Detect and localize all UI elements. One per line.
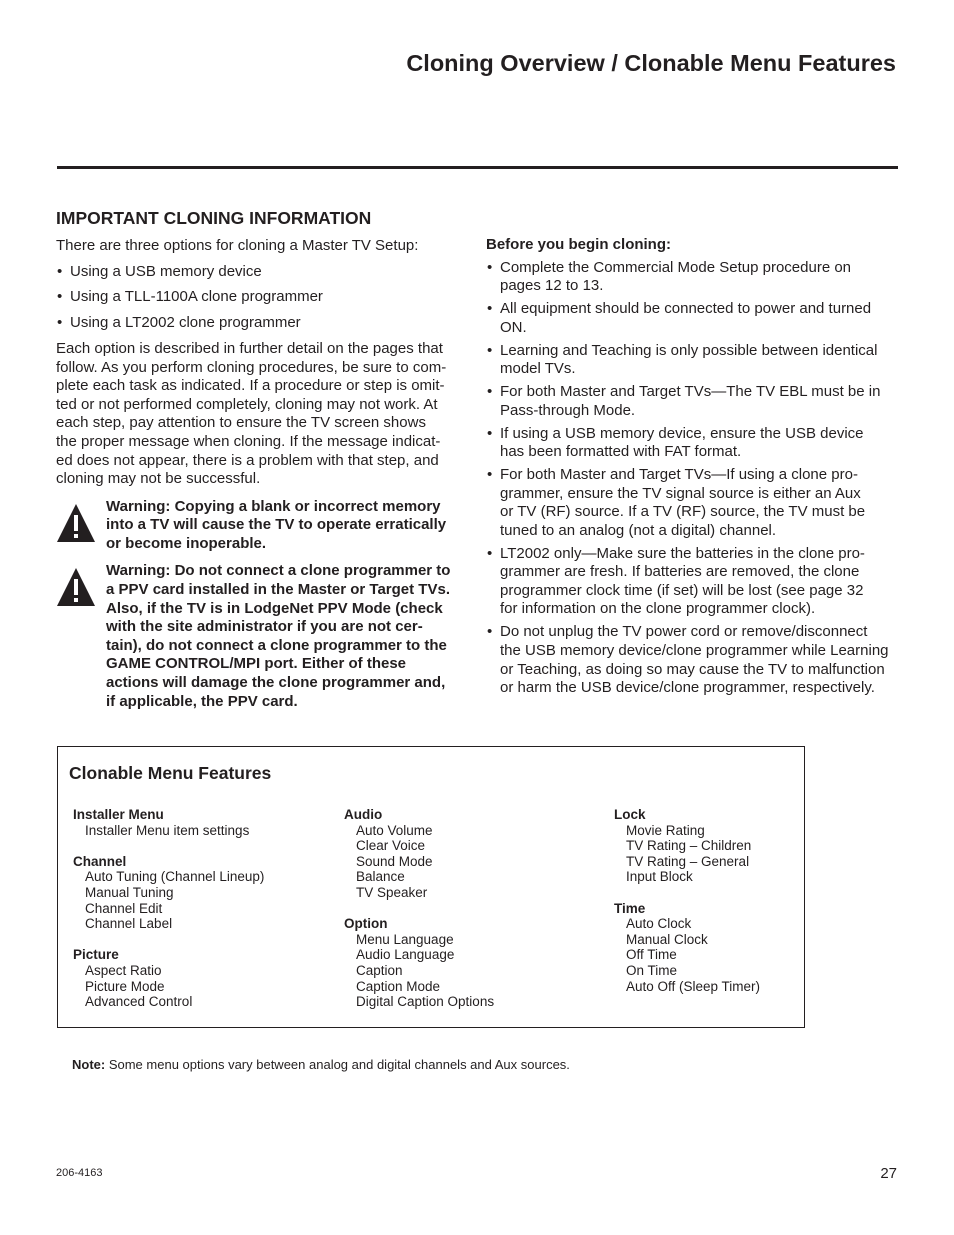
feature-group <box>614 807 760 885</box>
text-line: with the site administrator if you are not cer- <box>106 618 423 636</box>
feature-group <box>344 807 494 901</box>
text-line: or become inoperable. <box>106 534 267 552</box>
feature-item: Caption Mode <box>356 978 441 994</box>
text-line: For both Master and Target TVs—If using a clone pro- <box>500 466 858 484</box>
feature-item: Clear Voice <box>356 838 426 854</box>
text-line: or Teaching, as doing so may cause the TV to malfunction <box>500 660 885 678</box>
text-line: pages 12 to 13. <box>500 277 604 295</box>
clonable-features-box <box>57 746 805 1028</box>
before-cloning-list <box>486 259 898 698</box>
box-title: Clonable Menu Features <box>69 763 272 783</box>
features-column-3 <box>614 807 760 1010</box>
text-line: a PPV card installed in the Master or Target TVs. <box>106 581 450 599</box>
text-line: All equipment should be connected to power and turned <box>500 300 872 318</box>
intro-text: There are three options for cloning a Master TV Setup: <box>56 237 419 254</box>
text-line: Warning: Copying a blank or incorrect memory <box>106 497 441 515</box>
page-title: Cloning Overview / Clonable Menu Features <box>406 50 896 76</box>
warning-block-memory <box>56 498 468 554</box>
feature-group <box>73 807 264 838</box>
note <box>72 1057 570 1072</box>
text-line: if applicable, the PPV card. <box>106 692 298 710</box>
feature-item: Auto Tuning (Channel Lineup) <box>85 869 265 885</box>
list-item <box>486 425 898 462</box>
feature-item: Input Block <box>626 869 693 885</box>
text-line: the proper message when cloning. If the message indicat- <box>56 432 441 450</box>
text-line: LT2002 only—Make sure the batteries in the clone pro- <box>500 544 865 562</box>
text-line: grammer, ensure the TV signal source is either an Aux <box>500 484 861 502</box>
feature-item: TV Rating – General <box>626 853 750 869</box>
feature-item: Off Time <box>626 947 677 963</box>
text-line: If using a USB memory device, ensure the USB device <box>500 424 864 442</box>
text-line: into a TV will cause the TV to operate erratically <box>106 516 447 534</box>
text-line: or harm the USB device/clone programmer, respectively. <box>500 679 875 697</box>
text-line: follow. As you perform cloning procedures, be sure to com- <box>56 358 447 376</box>
feature-group-heading: Picture <box>73 947 119 963</box>
left-column <box>56 207 468 718</box>
list-item: • Using a LT2002 clone programmer <box>56 314 468 333</box>
text-line: ted or not performed completely, cloning may not work. At <box>56 395 438 413</box>
feature-item: Installer Menu item settings <box>85 822 250 838</box>
features-column-1 <box>73 807 264 1025</box>
clone-options-list <box>56 263 468 333</box>
feature-item: TV Speaker <box>356 884 428 900</box>
feature-item: Manual Clock <box>626 931 708 947</box>
feature-group <box>614 901 760 995</box>
text-line: Complete the Commercial Mode Setup procedure on <box>500 258 852 276</box>
text-line: tuned to an analog (not a digital) channel. <box>500 521 777 539</box>
note-label: Note: <box>72 1057 106 1072</box>
text-line: each step, pay attention to ensure the TV screen shows <box>56 414 426 432</box>
feature-item: Auto Clock <box>626 916 692 932</box>
list-item <box>486 300 898 337</box>
feature-item: Menu Language <box>356 931 454 947</box>
note-text: Some menu options vary between analog and digital channels and Aux sources. <box>105 1057 570 1072</box>
list-item <box>486 545 898 619</box>
text-line: ON. <box>500 318 527 336</box>
text-line: has been formatted with FAT format. <box>500 443 742 461</box>
feature-group <box>73 854 264 932</box>
text-line: cloning may not be successful. <box>56 470 261 488</box>
text-line: for information on the clone programmer clock). <box>500 600 816 618</box>
text-line: plete each task as indicated. If a procedure or step is omit- <box>56 377 445 395</box>
feature-item: Picture Mode <box>85 978 165 994</box>
text-line: ed does not appear, there is a problem with that step, and <box>56 451 439 469</box>
feature-item: Channel Label <box>85 916 173 932</box>
feature-item: Sound Mode <box>356 853 433 869</box>
warning-triangle-icon <box>56 503 96 543</box>
feature-group <box>73 947 264 1009</box>
text-line: programmer clock time (if set) will be lost (see page 32 <box>500 581 864 599</box>
feature-item: Audio Language <box>356 947 455 963</box>
text-line: For both Master and Target TVs—The TV EBL must be in <box>500 383 881 401</box>
features-column-2 <box>344 807 494 1025</box>
list-item <box>486 342 898 379</box>
text-line: tain), do not connect a clone programmer to the <box>106 636 447 654</box>
feature-group-heading: Lock <box>614 807 646 822</box>
right-column <box>486 236 898 705</box>
warning-block-ppv <box>56 562 468 711</box>
title-divider <box>57 166 898 169</box>
text-line: grammer are fresh. If batteries are removed, the clone <box>500 563 860 581</box>
list-item: • Using a USB memory device <box>56 263 468 282</box>
text-line: or TV (RF) source. If a TV (RF) source, the TV must be <box>500 503 866 521</box>
text-line: Also, if the TV is in LodgeNet PPV Mode (check <box>106 599 443 617</box>
feature-item: Balance <box>356 869 405 885</box>
before-cloning-heading: Before you begin cloning: <box>486 236 672 253</box>
feature-item: On Time <box>626 962 678 978</box>
text-line: Learning and Teaching is only possible between identical <box>500 341 878 359</box>
feature-item: Auto Off (Sleep Timer) <box>626 978 761 994</box>
document-number: 206-4163 <box>56 1167 103 1179</box>
feature-item: Advanced Control <box>85 994 193 1010</box>
warning-triangle-icon <box>56 567 96 607</box>
list-item <box>486 466 898 540</box>
feature-group <box>344 916 494 1010</box>
description-paragraph <box>56 340 468 489</box>
list-item <box>486 383 898 420</box>
list-item <box>486 259 898 296</box>
page-number: 27 <box>880 1165 897 1182</box>
list-item <box>486 623 898 697</box>
feature-item: Movie Rating <box>626 822 705 838</box>
text-line: the USB memory device/clone programmer while Learning <box>500 641 889 659</box>
text-line: Pass-through Mode. <box>500 401 636 419</box>
text-line: GAME CONTROL/MPI port. Either of these <box>106 655 407 673</box>
feature-group-heading: Installer Menu <box>73 807 164 822</box>
feature-item: Aspect Ratio <box>85 962 162 978</box>
text-line: Do not unplug the TV power cord or remove/disconnect <box>500 623 868 641</box>
text-line: actions will damage the clone programmer and, <box>106 674 446 692</box>
feature-item: Channel Edit <box>85 900 163 916</box>
feature-group-heading: Audio <box>344 807 383 822</box>
feature-item: TV Rating – Children <box>626 838 752 854</box>
feature-item: Caption <box>356 962 403 978</box>
feature-item: Digital Caption Options <box>356 994 495 1010</box>
text-line: Each option is described in further detail on the pages that <box>56 339 443 357</box>
feature-item: Auto Volume <box>356 822 433 838</box>
text-line: Warning: Do not connect a clone programmer to <box>106 562 451 580</box>
section-heading: IMPORTANT CLONING INFORMATION <box>56 208 372 228</box>
feature-group-heading: Option <box>344 916 388 932</box>
feature-item: Manual Tuning <box>85 884 174 900</box>
text-line: model TVs. <box>500 360 576 378</box>
feature-group-heading: Time <box>614 900 646 916</box>
list-item: • Using a TLL-1100A clone programmer <box>56 288 468 307</box>
feature-group-heading: Channel <box>73 853 127 869</box>
